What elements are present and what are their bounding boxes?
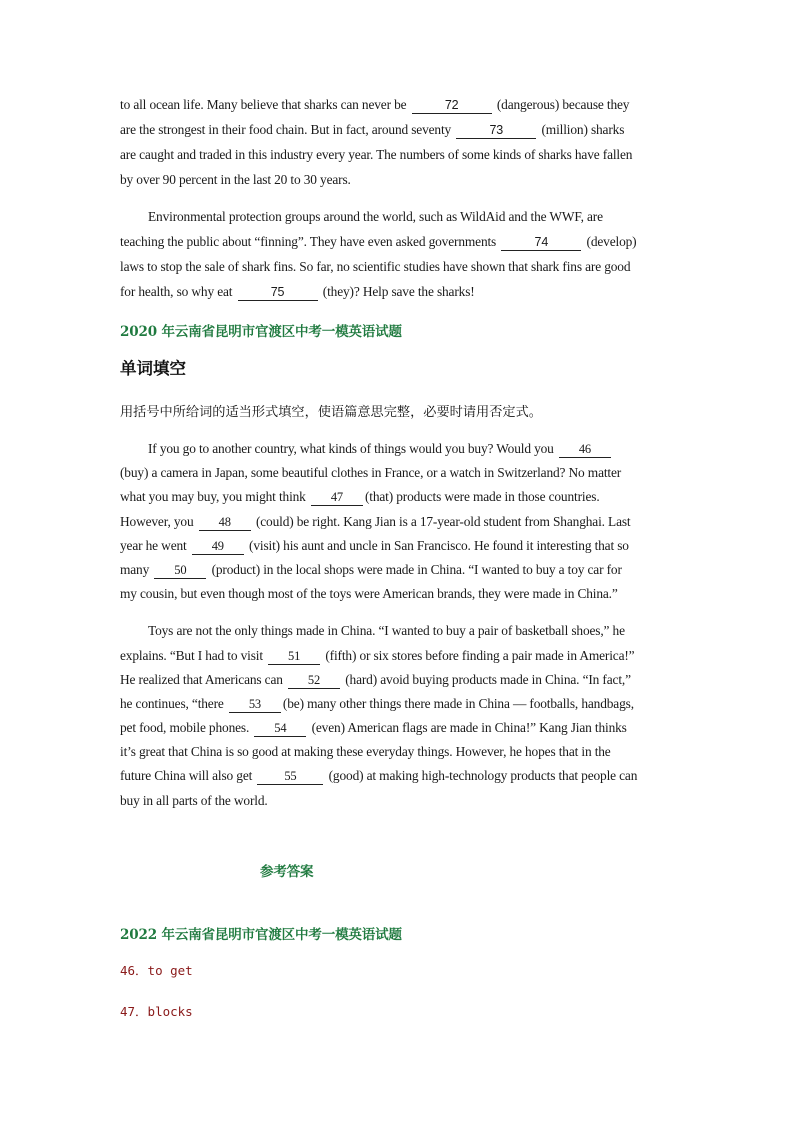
text-line: teaching the public about “finning”. They have even asked governments 74 (develop): [120, 234, 637, 249]
section-heading: 单词填空: [120, 359, 186, 378]
text-line: However, you 48 (could) be right. Kang Jian is a 17-year-old student from Shanghai. Last: [120, 514, 631, 529]
answer-blank[interactable]: 50: [154, 563, 206, 579]
text-line: are caught and traded in this industry every year. The numbers of some kinds of sharks have fallen: [120, 147, 633, 162]
text-line: he continues, “there 53 (be) many other things there made in China — footballs, handbags,: [120, 696, 634, 711]
text-line: pet food, mobile phones. 54 (even) American flags are made in China!” Kang Jian thinks: [120, 720, 627, 735]
text-line: Toys are not the only things made in China. “I wanted to buy a pair of basketball shoes,” he: [148, 623, 625, 638]
text-line: are the strongest in their food chain. But in fact, around seventy 73 (million) sharks: [120, 122, 625, 137]
text-line: If you go to another country, what kinds of things would you buy? Would you 46: [148, 440, 680, 458]
answer-item: 46．to get: [120, 963, 193, 978]
answer-blank[interactable]: 53: [229, 697, 281, 713]
answer-blank[interactable]: 46: [559, 442, 611, 458]
answer-item: 47．blocks: [120, 1004, 193, 1019]
answer-blank[interactable]: 52: [288, 673, 340, 689]
text-line: future China will also get 55 (good) at making high-technology products that people can: [120, 768, 638, 783]
text-line: explains. “But I had to visit 51 (fifth) or six stores before finding a pair made in America!”: [120, 648, 635, 663]
answer-blank[interactable]: 49: [192, 539, 244, 555]
text-line: by over 90 percent in the last 20 to 30 years.: [120, 172, 351, 187]
text-line: to all ocean life. Many believe that sharks can never be 72 (dangerous) because they: [120, 97, 630, 112]
text-line: Environmental protection groups around the world, such as WildAid and the WWF, are: [148, 209, 603, 224]
text-line: (buy) a camera in Japan, some beautiful clothes in France, or a watch in Switzerland? No matter: [120, 465, 622, 480]
answer-blank[interactable]: 73: [456, 123, 536, 139]
answer-blank[interactable]: 54: [254, 721, 306, 737]
text-line: what you may buy, you might think 47 (that) products were made in those countries.: [120, 489, 600, 504]
section-title: 2022 年云南省昆明市官渡区中考一模英语试题: [120, 927, 402, 943]
text-line: buy in all parts of the world.: [120, 793, 268, 808]
text-line: laws to stop the sale of shark fins. So far, no scientific studies have shown that shark fins are good: [120, 259, 631, 274]
instruction-text: 用括号中所给词的适当形式填空，使语篇意思完整，必要时请用否定式。: [120, 405, 542, 420]
text-line: many 50 (product) in the local shops were made in China. “I wanted to buy a toy car for: [120, 562, 622, 577]
text-line: it’s great that China is so good at making these everyday things. However, he hopes that in the: [120, 744, 611, 759]
answer-blank[interactable]: 75: [238, 285, 318, 301]
answer-blank[interactable]: 74: [501, 235, 581, 251]
answer-blank[interactable]: 47: [311, 490, 363, 506]
text-line: year he went 49 (visit) his aunt and uncle in San Francisco. He found it interesting that so: [120, 538, 629, 553]
answer-blank[interactable]: 48: [199, 515, 251, 531]
text-line: He realized that Americans can 52 (hard) avoid buying products made in China. “In fact,”: [120, 672, 631, 687]
answer-blank[interactable]: 72: [412, 98, 492, 114]
section-title: 2020 年云南省昆明市官渡区中考一模英语试题: [120, 324, 402, 340]
answer-blank[interactable]: 55: [257, 769, 323, 785]
text-line: my cousin, but even though most of the toys were American brands, they were made in China.”: [120, 586, 618, 601]
answer-blank[interactable]: 51: [268, 649, 320, 665]
text-line: for health, so why eat 75 (they)? Help save the sharks!: [120, 284, 475, 299]
answer-key-title: 参考答案: [260, 864, 314, 880]
